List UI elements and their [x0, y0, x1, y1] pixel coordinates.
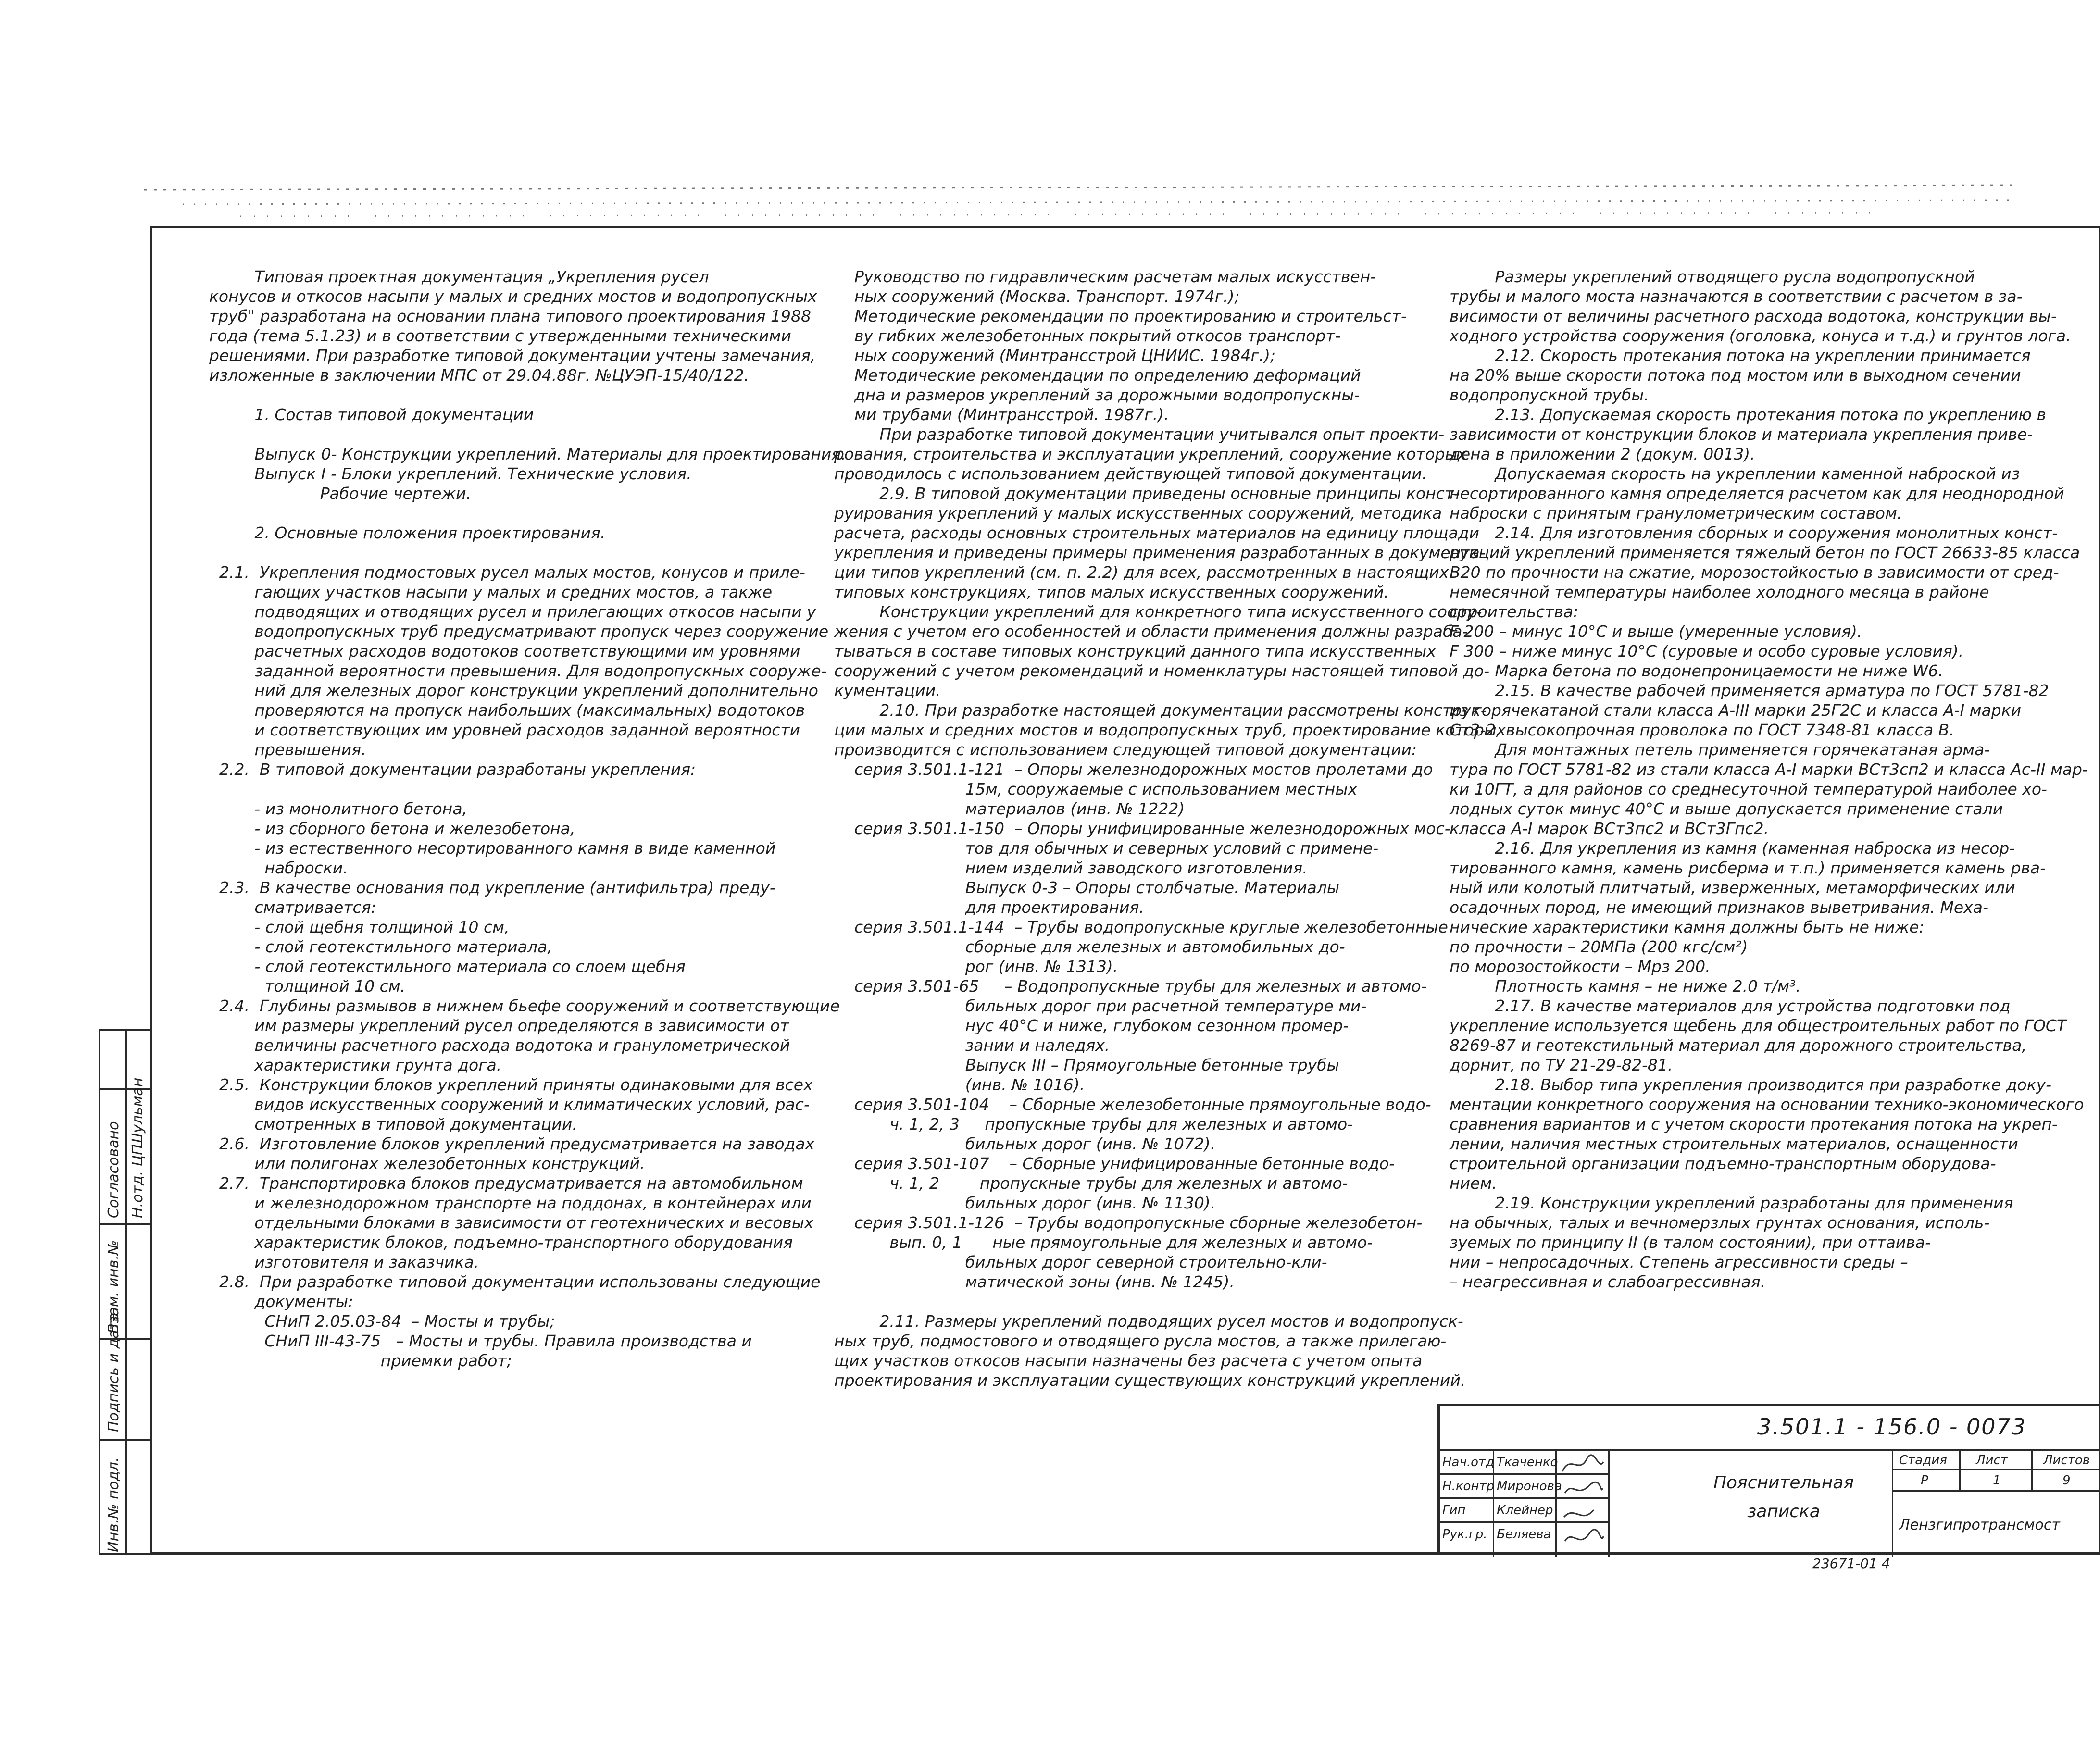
text-line: укрепление используется щебень для общестроительных работ по ГОСТ: [1450, 1016, 2067, 1035]
text-line: ный или колотый плитчатый, изверженных, метаморфических или: [1450, 878, 2015, 897]
signatures: [1560, 1452, 1606, 1553]
text-line: 15м, сооружаемые с использованием местных: [834, 780, 1357, 798]
text-line: 2.3. В качестве основания под укрепление (антифильтра) преду-: [209, 878, 775, 897]
text-line: дорнит, по ТУ 21-29-82-81.: [1450, 1056, 1673, 1074]
sidebar-label: Согласовано: [105, 1121, 122, 1218]
document-title: Пояснительная записка: [1713, 1473, 1854, 1521]
text-line: проверяются на пропуск наибольших (максимальных) водотоков: [209, 701, 805, 720]
text-line: - из сборного бетона и железобетона,: [209, 819, 575, 838]
text-line: рог (инв. № 1313).: [834, 957, 1118, 976]
text-line: Марка бетона по водонепроницаемости не ниже W6.: [1450, 661, 1943, 680]
text-line: ции типов укреплений (см. п. 2.2) для всех, рассмотренных в настоящих: [834, 563, 1449, 582]
text-line: лодных суток минус 40°С и выше допускается применение стали: [1450, 799, 2003, 818]
archive-number: 23671-01 4: [1812, 1556, 1890, 1571]
text-line: 8269-87 и геотекстильный материал для дорожного строительства,: [1450, 1036, 2027, 1055]
text-line: нием изделий заводского изготовления.: [834, 859, 1308, 877]
organization-name: Лензгипротрансмост: [1899, 1517, 2060, 1533]
text-line: 2.9. В типовой документации приведены основные принципы конст-: [834, 484, 1460, 503]
text-line: строительства:: [1450, 602, 1579, 621]
text-line: - из естественного несортированного камня в виде каменной: [209, 839, 776, 858]
text-line: [209, 779, 772, 799]
text-line: зуемых по принципу II (в талом состоянии), при оттаива-: [1450, 1233, 1931, 1252]
text-line: смотренных в типовой документации.: [209, 1115, 577, 1134]
text-line: тов для обычных и северных условий с примене-: [834, 839, 1379, 858]
text-line: немесячной температуры наиболее холодного месяца в районе: [1450, 583, 1989, 601]
text-line: 2.7. Транспортировка блоков предусматривается на автомобильном: [209, 1174, 803, 1193]
text-line: лении, наличия местных строительных материалов, оснащенности: [1450, 1134, 2018, 1153]
stamp-value: Р: [1921, 1473, 1928, 1488]
text-line: по прочности – 20МПа (200 кгс/см²): [1450, 937, 1748, 956]
text-line: [209, 424, 772, 444]
text-line: 2.6. Изготовление блоков укреплений предусматривается на заводах: [209, 1134, 815, 1153]
text-line: Выпуск 0-3 – Опоры столбчатые. Материалы: [834, 878, 1339, 897]
text-line: изложенные в заключении МПС от 29.04.88г. №ЦУЭП-15/40/122.: [209, 366, 750, 385]
text-line: Выпуск III – Прямоугольные бетонные трубы: [834, 1056, 1339, 1074]
text-line: укрепления и приведены примеры применения разработанных в документа-: [834, 543, 1486, 562]
text-line: матической зоны (инв. № 1245).: [834, 1272, 1235, 1291]
text-line: СНиП 2.05.03-84 – Мосты и трубы;: [209, 1312, 555, 1331]
text-line: Ст3-2, высокопрочная проволока по ГОСТ 7348-81 класса В.: [1450, 721, 1954, 739]
text-line: Рабочие чертежи.: [209, 484, 472, 503]
stamp-role: Н.контр: [1442, 1479, 1495, 1494]
text-line: приемки работ;: [209, 1351, 512, 1370]
stamp-name: Ткаченко: [1497, 1455, 1558, 1470]
text-line: подводящих и отводящих русел и прилегающих откосов насыпи у: [209, 602, 816, 621]
text-line: конусов и откосов насыпи у малых и средних мостов и водопропускных: [209, 287, 817, 306]
text-line: осадочных пород, не имеющий признаков выветривания. Меха-: [1450, 898, 1988, 917]
text-line: нием.: [1450, 1174, 1497, 1193]
text-line: им размеры укреплений русел определяются в зависимости от: [209, 1016, 789, 1035]
text-line: Методические рекомендации по проектированию и строительст-: [834, 307, 1407, 325]
text-line: ми трубами (Минтрансстрой. 1987г.).: [834, 405, 1169, 424]
stamp-name: Беляева: [1497, 1527, 1551, 1542]
text-line: 2.4. Глубины размывов в нижнем бьефе сооружений и соответствующие: [209, 997, 840, 1015]
stamp-role: Рук.гр.: [1442, 1527, 1488, 1542]
text-line: наброски с принятым гранулометрическим составом.: [1450, 504, 1902, 523]
sidebar-label: Н.отд. ЦП: [129, 1144, 146, 1218]
text-line: 2.19. Конструкции укреплений разработаны для применения: [1450, 1194, 2013, 1212]
text-line: нии – непросадочных. Степень агрессивности среды –: [1450, 1253, 1908, 1271]
text-line: Конструкции укреплений для конкретного типа искусственного соору-: [834, 602, 1482, 621]
text-line: года (тема 5.1.23) и в соответствии с утвержденными техническими: [209, 326, 791, 345]
text-line: ч. 1, 2 пропускные трубы для железных и автомо-: [834, 1174, 1348, 1193]
text-line: проводилось с использованием действующей типовой документации.: [834, 464, 1427, 483]
text-column-right: [1450, 267, 2088, 1292]
text-line: сооружений с учетом рекомендаций и номенклатуры настоящей типовой до-: [834, 661, 1490, 680]
text-line: ции малых и средних мостов и водопропускных труб, проектирование которых: [834, 721, 1506, 739]
sidebar-label: Взам. инв.№: [105, 1240, 122, 1333]
document-code: 3.501.1 - 156.0 - 0073: [1757, 1414, 2027, 1440]
text-line: наброски.: [209, 859, 348, 877]
text-line: ных труб, подмостового и отводящего русла мостов, а также прилегаю-: [834, 1332, 1447, 1350]
stamp-header: Стадия: [1899, 1453, 1947, 1468]
text-line: несортированного камня определяется расчетом как для неоднородной: [1450, 484, 2064, 503]
text-line: серия 3.501-107 – Сборные унифицированные бетонные водо-: [834, 1154, 1395, 1173]
stamp-role: Нач.отд: [1442, 1455, 1495, 1470]
text-line: Методические рекомендации по определению деформаций: [834, 366, 1361, 385]
text-line: и железнодорожном транспорте на поддонах, в контейнерах или: [209, 1194, 812, 1212]
text-line: [209, 385, 772, 405]
text-line: производится с использованием следующей типовой документации:: [834, 740, 1417, 759]
text-line: для проектирования.: [834, 898, 1144, 917]
text-line: 1. Состав типовой документации: [209, 405, 534, 424]
text-line: бильных дорог (инв. № 1130).: [834, 1194, 1216, 1212]
text-line: ментации конкретного сооружения на основании технико-экономического: [1450, 1095, 2084, 1114]
text-line: При разработке типовой документации учитывался опыт проекти-: [834, 425, 1445, 444]
text-line: серия 3.501-104 – Сборные железобетонные прямоугольные водо-: [834, 1095, 1431, 1114]
text-line: документы:: [209, 1292, 354, 1311]
text-line: 2.2. В типовой документации разработаны укрепления:: [209, 760, 696, 779]
text-line: сравнения вариантов и с учетом скорости протекания потока на укреп-: [1450, 1115, 2058, 1134]
text-line: ний для железных дорог конструкции укреплений дополнительно: [209, 681, 818, 700]
text-line: Плотность камня – не ниже 2.0 т/м³.: [1450, 977, 1801, 996]
text-line: материалов (инв. № 1222): [834, 799, 1185, 818]
text-line: рования, строительства и эксплуатации укреплений, сооружение которых: [834, 445, 1467, 463]
text-line: серия 3.501-65 – Водопропускные трубы для железных и автомо-: [834, 977, 1427, 996]
text-line: серия 3.501.1-144 – Трубы водопропускные круглые железобетонные: [834, 918, 1448, 936]
stamp-value: 1: [1993, 1473, 2001, 1488]
text-line: расчета, расходы основных строительных материалов на единицу площади: [834, 523, 1480, 542]
text-line: – неагрессивная и слабоагрессивная.: [1450, 1272, 1766, 1291]
text-line: сматривается:: [209, 898, 376, 917]
text-line: по морозостойкости – Мрз 200.: [1450, 957, 1711, 976]
text-line: В20 по прочности на сжатие, морозостойкостью в зависимости от сред-: [1450, 563, 2059, 582]
text-line: из горячекатаной стали класса А-III марки 25Г2С и класса А-I марки: [1450, 701, 2022, 720]
text-line: 2.10. При разработке настоящей документации рассмотрены конструк-: [834, 701, 1487, 720]
text-line: решениями. При разработке типовой документации учтены замечания,: [209, 346, 816, 365]
text-line: 2.1. Укрепления подмостовых русел малых мостов, конусов и приле-: [209, 563, 805, 582]
stamp-value: 9: [2062, 1473, 2071, 1488]
text-column-middle: [834, 267, 1506, 1390]
text-line: ву гибких железобетонных покрытий откосов транспорт-: [834, 326, 1341, 345]
text-line: - слой геотекстильного материала,: [209, 937, 552, 956]
text-column-left: [209, 267, 846, 1370]
text-line: Допускаемая скорость на укреплении каменной наброской из: [1450, 464, 2020, 483]
text-line: отдельными блоками в зависимости от геотехнических и весовых: [209, 1213, 814, 1232]
text-line: тированного камня, камень рисберма и т.п.) применяется камень рва-: [1450, 859, 2046, 877]
text-line: Для монтажных петель применяется горячекатаная арма-: [1450, 740, 1990, 759]
text-line: 2.12. Скорость протекания потока на укреплении принимается: [1450, 346, 2031, 365]
stamp-role: Гип: [1442, 1503, 1466, 1518]
text-line: кументации.: [834, 681, 941, 700]
text-line: толщиной 10 см.: [209, 977, 406, 996]
text-line: проектирования и эксплуатации существующих конструкций укреплений.: [834, 1371, 1466, 1390]
text-line: водопропускной трубы.: [1450, 386, 1649, 404]
text-line: дна и размеров укреплений за дорожными водопропускны-: [834, 386, 1360, 404]
stamp-name: Клейнер: [1497, 1503, 1553, 1518]
text-line: 2.8. При разработке типовой документации использованы следующие: [209, 1272, 821, 1291]
text-line: нус 40°С и ниже, глубоком сезонном промер-: [834, 1016, 1349, 1035]
text-line: ных сооружений (Москва. Транспорт. 1974г.);: [834, 287, 1240, 306]
text-line: нические характеристики камня должны быть не ниже:: [1450, 918, 1925, 936]
text-line: руирования укреплений у малых искусственных сооружений, методика: [834, 504, 1442, 523]
text-line: СНиП III-43-75 – Мосты и трубы. Правила производства и: [209, 1332, 752, 1350]
text-line: зависимости от конструкции блоков и материала укрепления приве-: [1450, 425, 2033, 444]
sidebar-label: Подпись и дата: [105, 1312, 122, 1432]
text-line: строительной организации подъемно-транспортным оборудова-: [1450, 1154, 1996, 1173]
text-line: дена в приложении 2 (докум. 0013).: [1450, 445, 1755, 463]
stamp-header: Листов: [2043, 1453, 2090, 1468]
text-line: висимости от величины расчетного расхода водотока, конструкции вы-: [1450, 307, 2057, 325]
text-line: жения с учетом его особенностей и области применения должны разраба-: [834, 622, 1468, 641]
text-line: расчетных расходов водотоков соответствующими им уровнями: [209, 642, 800, 660]
text-line: изготовителя и заказчика.: [209, 1253, 479, 1271]
text-line: (инв. № 1016).: [834, 1075, 1085, 1094]
text-line: серия 3.501.1-121 – Опоры железнодорожных мостов пролетами до: [834, 760, 1433, 779]
text-line: Размеры укреплений отводящего русла водопропускной: [1450, 267, 1975, 286]
text-line: 2.13. Допускаемая скорость протекания потока по укреплению в: [1450, 405, 2046, 424]
text-line: 2.15. В качестве рабочей применяется арматура по ГОСТ 5781-82: [1450, 681, 2049, 700]
text-line: ходного устройства сооружения (оголовка, конуса и т.д.) и грунтов лога.: [1450, 326, 2071, 345]
text-line: и соответствующих им уровней расходов заданной вероятности: [209, 721, 800, 739]
text-line: 2. Основные положения проектирования.: [209, 523, 606, 542]
text-line: на 20% выше скорости потока под мостом или в выходном сечении: [1450, 366, 2021, 385]
text-line: 2.17. В качестве материалов для устройства подготовки под: [1450, 997, 2011, 1015]
approval-sidebar: [99, 1029, 150, 1555]
text-line: 2.5. Конструкции блоков укреплений приняты одинаковыми для всех: [209, 1075, 813, 1094]
text-line: Выпуск I - Блоки укреплений. Технические условия.: [209, 464, 692, 483]
text-line: - слой щебня толщиной 10 см,: [209, 918, 510, 936]
text-line: - слой геотекстильного материала со слоем щебня: [209, 957, 686, 976]
text-line: [834, 1292, 1425, 1311]
text-line: рукций укреплений применяется тяжелый бетон по ГОСТ 26633-85 класса: [1450, 543, 2080, 562]
text-line: тываться в составе типовых конструкций данного типа искусственных: [834, 642, 1436, 660]
title-block: [1438, 1404, 2100, 1555]
text-line: сборные для железных и автомобильных до-: [834, 937, 1345, 956]
text-line: класса А-I марок ВСт3пс2 и ВСт3Гпс2.: [1450, 819, 1769, 838]
text-line: 2.14. Для изготовления сборных и сооружения монолитных конст-: [1450, 523, 2058, 542]
text-line: ки 10ГТ, а для районов со среднесуточной температурой наиболее хо-: [1450, 780, 2047, 798]
text-line: Руководство по гидравлическим расчетам малых искусствен-: [834, 267, 1376, 286]
text-line: типовых конструкциях, типов малых искусственных сооружений.: [834, 583, 1389, 601]
text-line: величины расчетного расхода водотока и гранулометрической: [209, 1036, 790, 1055]
text-line: видов искусственных сооружений и климатических условий, рас-: [209, 1095, 810, 1114]
text-line: - из монолитного бетона,: [209, 799, 468, 818]
sidebar-label: Инв.№ подл.: [105, 1457, 122, 1552]
text-line: трубы и малого моста назначаются в соответствии с расчетом в за-: [1450, 287, 2023, 306]
text-line: F 300 – ниже минус 10°С (суровые и особо суровые условия).: [1450, 642, 1964, 660]
text-line: тура по ГОСТ 5781-82 из стали класса А-I марки ВСт3сп2 и класса Ас-II мар-: [1450, 760, 2088, 779]
text-line: бильных дорог (инв. № 1072).: [834, 1134, 1216, 1153]
text-line: вып. 0, 1 ные прямоугольные для железных и автомо-: [834, 1233, 1373, 1252]
text-line: на обычных, талых и вечномерзлых грунтах основания, исполь-: [1450, 1213, 1990, 1232]
text-line: зании и наледях.: [834, 1036, 1110, 1055]
scan-noise: [144, 171, 2019, 230]
text-line: или полигонах железобетонных конструкций.: [209, 1154, 645, 1173]
text-line: бильных дорог при расчетной температуре ми-: [834, 997, 1367, 1015]
text-line: характеристики грунта дога.: [209, 1056, 502, 1074]
text-line: труб" разработана на основании плана типового проектирования 1988: [209, 307, 811, 325]
text-line: заданной вероятности превышения. Для водопропускных сооруже-: [209, 661, 827, 680]
text-line: водопропускных труб предусматривают пропуск через сооружение: [209, 622, 829, 641]
text-line: 2.16. Для укрепления из камня (каменная наброска из несор-: [1450, 839, 2015, 858]
stamp-header: Лист: [1976, 1453, 2008, 1468]
text-line: 2.18. Выбор типа укрепления производится при разработке доку-: [1450, 1075, 2052, 1094]
stamp-name: Миронова: [1497, 1479, 1562, 1494]
text-line: серия 3.501.1-126 – Трубы водопропускные сборные железобетон-: [834, 1213, 1423, 1232]
text-line: 2.11. Размеры укреплений подводящих русел мостов и водопропуск-: [834, 1312, 1463, 1331]
text-line: ч. 1, 2, 3 пропускные трубы для железных и автомо-: [834, 1115, 1353, 1134]
text-line: F 200 – минус 10°С и выше (умеренные условия).: [1450, 622, 1862, 641]
text-line: бильных дорог северной строительно-кли-: [834, 1253, 1327, 1271]
text-line: ных сооружений (Минтрансстрой ЦНИИС. 1984г.);: [834, 346, 1276, 365]
text-line: гающих участков насыпи у малых и средних мостов, а также: [209, 583, 773, 601]
text-line: [209, 503, 772, 523]
text-line: Выпуск 0- Конструкции укреплений. Материалы для проектирования.: [209, 445, 846, 463]
text-line: щих участков откосов насыпи назначены без расчета с учетом опыта: [834, 1351, 1423, 1370]
text-line: [209, 543, 772, 562]
text-line: Типовая проектная документация „Укрепления русел: [209, 267, 709, 286]
text-line: характеристик блоков, подъемно-транспортного оборудования: [209, 1233, 793, 1252]
text-line: серия 3.501.1-150 – Опоры унифицированные железнодорожных мос-: [834, 819, 1450, 838]
text-line: превышения.: [209, 740, 366, 759]
sidebar-label: Шульман: [129, 1077, 146, 1148]
